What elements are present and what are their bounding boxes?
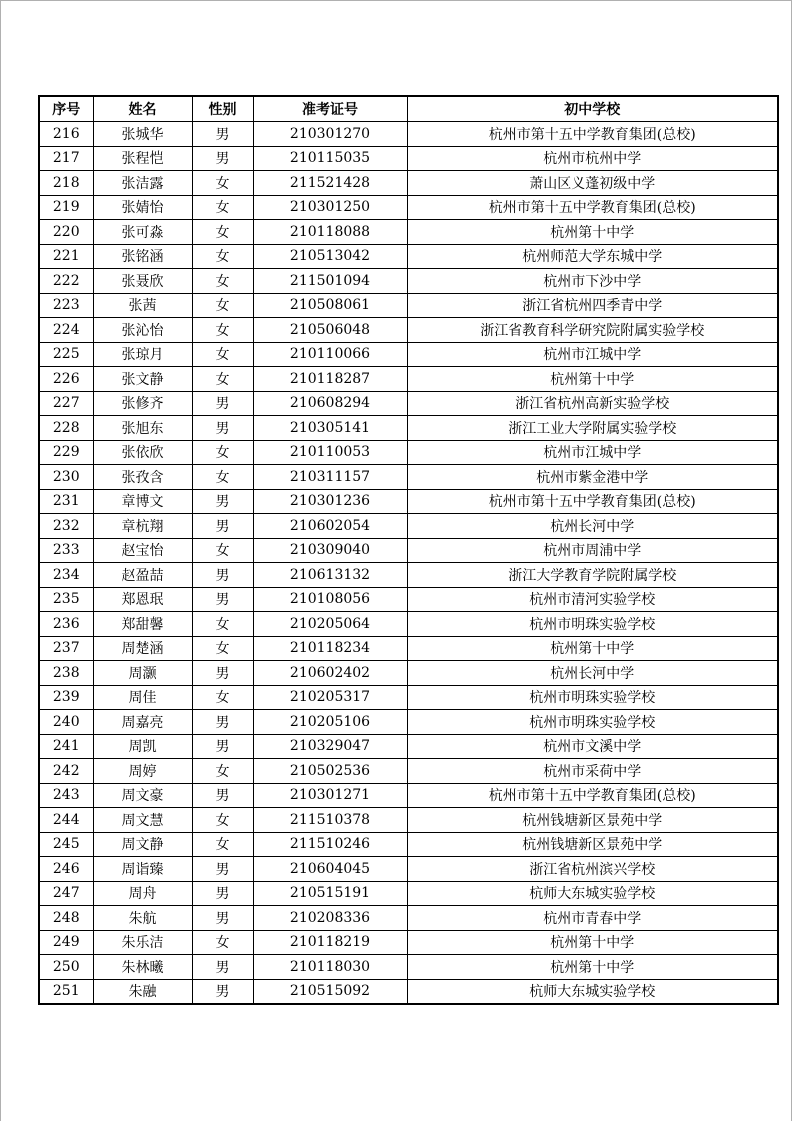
school-cell: 浙江大学教育学院附属学校 <box>407 563 778 588</box>
serial-number-cell: 234 <box>39 563 93 588</box>
exam-id-cell: 210118287 <box>253 367 407 392</box>
serial-number-cell: 241 <box>39 734 93 759</box>
gender-cell: 女 <box>192 195 253 220</box>
school-cell: 杭师大东城实验学校 <box>407 881 778 906</box>
school-cell: 杭州师范大学东城中学 <box>407 244 778 269</box>
exam-id-cell: 211510246 <box>253 832 407 857</box>
school-cell: 浙江省教育科学研究院附属实验学校 <box>407 318 778 343</box>
header-serial-number: 序号 <box>39 96 93 122</box>
name-cell: 周文静 <box>93 832 192 857</box>
table-row <box>39 906 778 931</box>
table-row <box>39 171 778 196</box>
school-cell: 杭州市下沙中学 <box>407 269 778 294</box>
student-table <box>38 95 779 1005</box>
table-row <box>39 661 778 686</box>
school-cell: 浙江工业大学附属实验学校 <box>407 416 778 441</box>
serial-number-cell: 224 <box>39 318 93 343</box>
exam-id-cell: 210604045 <box>253 857 407 882</box>
exam-id-cell: 210506048 <box>253 318 407 343</box>
serial-number-cell: 228 <box>39 416 93 441</box>
name-cell: 张聂欣 <box>93 269 192 294</box>
school-cell: 萧山区义蓬初级中学 <box>407 171 778 196</box>
serial-number-cell: 222 <box>39 269 93 294</box>
serial-number-cell: 239 <box>39 685 93 710</box>
table-row <box>39 685 778 710</box>
school-cell: 杭州市明珠实验学校 <box>407 685 778 710</box>
school-cell: 杭州长河中学 <box>407 514 778 539</box>
table-row <box>39 367 778 392</box>
serial-number-cell: 249 <box>39 930 93 955</box>
gender-cell: 女 <box>192 220 253 245</box>
school-cell: 杭州第十中学 <box>407 636 778 661</box>
serial-number-cell: 220 <box>39 220 93 245</box>
school-cell: 杭州市江城中学 <box>407 342 778 367</box>
name-cell: 张城华 <box>93 122 192 147</box>
header-row <box>39 96 778 122</box>
table-row <box>39 220 778 245</box>
table-row <box>39 269 778 294</box>
serial-number-cell: 233 <box>39 538 93 563</box>
exam-id-cell: 210208336 <box>253 906 407 931</box>
school-cell: 杭州长河中学 <box>407 661 778 686</box>
name-cell: 张修齐 <box>93 391 192 416</box>
table-row <box>39 465 778 490</box>
table-row <box>39 489 778 514</box>
gender-cell: 女 <box>192 318 253 343</box>
school-cell: 杭州第十中学 <box>407 930 778 955</box>
school-cell: 杭州市第十五中学教育集团(总校) <box>407 489 778 514</box>
exam-id-cell: 210118219 <box>253 930 407 955</box>
serial-number-cell: 240 <box>39 710 93 735</box>
name-cell: 周文慧 <box>93 808 192 833</box>
table-row <box>39 612 778 637</box>
school-cell: 浙江省杭州高新实验学校 <box>407 391 778 416</box>
exam-id-cell: 210309040 <box>253 538 407 563</box>
name-cell: 周楚涵 <box>93 636 192 661</box>
header-name: 姓名 <box>93 96 192 122</box>
gender-cell: 女 <box>192 342 253 367</box>
exam-id-cell: 210508061 <box>253 293 407 318</box>
table-row <box>39 857 778 882</box>
serial-number-cell: 236 <box>39 612 93 637</box>
name-cell: 赵盈喆 <box>93 563 192 588</box>
name-cell: 张琼月 <box>93 342 192 367</box>
serial-number-cell: 231 <box>39 489 93 514</box>
serial-number-cell: 238 <box>39 661 93 686</box>
table-row <box>39 587 778 612</box>
exam-id-cell: 210329047 <box>253 734 407 759</box>
gender-cell: 女 <box>192 808 253 833</box>
school-cell: 杭师大东城实验学校 <box>407 979 778 1004</box>
school-cell: 杭州第十中学 <box>407 220 778 245</box>
gender-cell: 女 <box>192 636 253 661</box>
exam-id-cell: 210502536 <box>253 759 407 784</box>
school-cell: 杭州第十中学 <box>407 367 778 392</box>
gender-cell: 女 <box>192 685 253 710</box>
school-cell: 杭州钱塘新区景苑中学 <box>407 832 778 857</box>
table-row <box>39 808 778 833</box>
name-cell: 张婧怡 <box>93 195 192 220</box>
serial-number-cell: 247 <box>39 881 93 906</box>
serial-number-cell: 229 <box>39 440 93 465</box>
table-row <box>39 514 778 539</box>
serial-number-cell: 237 <box>39 636 93 661</box>
school-cell: 杭州市第十五中学教育集团(总校) <box>407 195 778 220</box>
exam-id-cell: 210515092 <box>253 979 407 1004</box>
name-cell: 周嘉亮 <box>93 710 192 735</box>
gender-cell: 女 <box>192 171 253 196</box>
exam-id-cell: 210205064 <box>253 612 407 637</box>
table-row <box>39 416 778 441</box>
table-row <box>39 244 778 269</box>
gender-cell: 男 <box>192 881 253 906</box>
school-cell: 杭州市第十五中学教育集团(总校) <box>407 783 778 808</box>
name-cell: 周灏 <box>93 661 192 686</box>
name-cell: 周诣臻 <box>93 857 192 882</box>
gender-cell: 男 <box>192 587 253 612</box>
exam-id-cell: 210205317 <box>253 685 407 710</box>
school-cell: 杭州市采荷中学 <box>407 759 778 784</box>
name-cell: 周婷 <box>93 759 192 784</box>
serial-number-cell: 216 <box>39 122 93 147</box>
name-cell: 张可淼 <box>93 220 192 245</box>
exam-id-cell: 210118088 <box>253 220 407 245</box>
table-row <box>39 318 778 343</box>
gender-cell: 男 <box>192 391 253 416</box>
serial-number-cell: 246 <box>39 857 93 882</box>
serial-number-cell: 219 <box>39 195 93 220</box>
gender-cell: 男 <box>192 857 253 882</box>
table-row <box>39 955 778 980</box>
gender-cell: 男 <box>192 710 253 735</box>
gender-cell: 女 <box>192 465 253 490</box>
exam-id-cell: 210613132 <box>253 563 407 588</box>
serial-number-cell: 227 <box>39 391 93 416</box>
table-row <box>39 440 778 465</box>
exam-id-cell: 210301270 <box>253 122 407 147</box>
exam-id-cell: 210110066 <box>253 342 407 367</box>
table-row <box>39 391 778 416</box>
name-cell: 朱林曦 <box>93 955 192 980</box>
exam-id-cell: 210301250 <box>253 195 407 220</box>
gender-cell: 女 <box>192 269 253 294</box>
exam-id-cell: 211510378 <box>253 808 407 833</box>
name-cell: 张程恺 <box>93 146 192 171</box>
serial-number-cell: 230 <box>39 465 93 490</box>
name-cell: 朱融 <box>93 979 192 1004</box>
name-cell: 朱航 <box>93 906 192 931</box>
gender-cell: 男 <box>192 783 253 808</box>
exam-id-cell: 210110053 <box>253 440 407 465</box>
gender-cell: 男 <box>192 489 253 514</box>
table-row <box>39 636 778 661</box>
name-cell: 郑恩珉 <box>93 587 192 612</box>
table-row <box>39 783 778 808</box>
serial-number-cell: 251 <box>39 979 93 1004</box>
gender-cell: 男 <box>192 122 253 147</box>
name-cell: 张孜含 <box>93 465 192 490</box>
serial-number-cell: 244 <box>39 808 93 833</box>
header-gender: 性别 <box>192 96 253 122</box>
exam-id-cell: 210602054 <box>253 514 407 539</box>
school-cell: 杭州市紫金港中学 <box>407 465 778 490</box>
serial-number-cell: 218 <box>39 171 93 196</box>
name-cell: 张茜 <box>93 293 192 318</box>
exam-id-cell: 210115035 <box>253 146 407 171</box>
school-cell: 杭州市明珠实验学校 <box>407 612 778 637</box>
school-cell: 浙江省杭州滨兴学校 <box>407 857 778 882</box>
exam-id-cell: 210118234 <box>253 636 407 661</box>
gender-cell: 男 <box>192 563 253 588</box>
gender-cell: 男 <box>192 955 253 980</box>
exam-id-cell: 210515191 <box>253 881 407 906</box>
table-header <box>39 96 778 122</box>
school-cell: 浙江省杭州四季青中学 <box>407 293 778 318</box>
exam-id-cell: 211521428 <box>253 171 407 196</box>
gender-cell: 男 <box>192 734 253 759</box>
school-cell: 杭州第十中学 <box>407 955 778 980</box>
table-body <box>39 122 778 1005</box>
serial-number-cell: 235 <box>39 587 93 612</box>
school-cell: 杭州钱塘新区景苑中学 <box>407 808 778 833</box>
table-row <box>39 538 778 563</box>
exam-id-cell: 210301271 <box>253 783 407 808</box>
serial-number-cell: 226 <box>39 367 93 392</box>
gender-cell: 女 <box>192 244 253 269</box>
table-row <box>39 710 778 735</box>
serial-number-cell: 243 <box>39 783 93 808</box>
exam-id-cell: 210118030 <box>253 955 407 980</box>
name-cell: 张依欣 <box>93 440 192 465</box>
exam-id-cell: 210602402 <box>253 661 407 686</box>
serial-number-cell: 221 <box>39 244 93 269</box>
exam-id-cell: 210301236 <box>253 489 407 514</box>
exam-id-cell: 210305141 <box>253 416 407 441</box>
serial-number-cell: 250 <box>39 955 93 980</box>
exam-id-cell: 211501094 <box>253 269 407 294</box>
header-exam-id: 准考证号 <box>253 96 407 122</box>
name-cell: 赵宝怡 <box>93 538 192 563</box>
name-cell: 章杭翔 <box>93 514 192 539</box>
gender-cell: 男 <box>192 661 253 686</box>
table-row <box>39 146 778 171</box>
name-cell: 朱乐洁 <box>93 930 192 955</box>
gender-cell: 男 <box>192 416 253 441</box>
gender-cell: 女 <box>192 440 253 465</box>
gender-cell: 男 <box>192 979 253 1004</box>
table-row <box>39 832 778 857</box>
name-cell: 章博文 <box>93 489 192 514</box>
gender-cell: 男 <box>192 146 253 171</box>
exam-id-cell: 210608294 <box>253 391 407 416</box>
name-cell: 张沁怡 <box>93 318 192 343</box>
name-cell: 周佳 <box>93 685 192 710</box>
table-row <box>39 930 778 955</box>
table-row <box>39 734 778 759</box>
school-cell: 杭州市周浦中学 <box>407 538 778 563</box>
name-cell: 张文静 <box>93 367 192 392</box>
header-middle-school: 初中学校 <box>407 96 778 122</box>
exam-id-cell: 210205106 <box>253 710 407 735</box>
serial-number-cell: 248 <box>39 906 93 931</box>
gender-cell: 女 <box>192 930 253 955</box>
gender-cell: 女 <box>192 293 253 318</box>
serial-number-cell: 245 <box>39 832 93 857</box>
serial-number-cell: 225 <box>39 342 93 367</box>
table-row <box>39 122 778 147</box>
table-row <box>39 195 778 220</box>
table-row <box>39 881 778 906</box>
serial-number-cell: 223 <box>39 293 93 318</box>
exam-id-cell: 210311157 <box>253 465 407 490</box>
table-row <box>39 759 778 784</box>
name-cell: 周舟 <box>93 881 192 906</box>
gender-cell: 女 <box>192 612 253 637</box>
name-cell: 张旭东 <box>93 416 192 441</box>
name-cell: 周文豪 <box>93 783 192 808</box>
school-cell: 杭州市文溪中学 <box>407 734 778 759</box>
school-cell: 杭州市清河实验学校 <box>407 587 778 612</box>
table-row <box>39 293 778 318</box>
name-cell: 周凯 <box>93 734 192 759</box>
table-row <box>39 563 778 588</box>
serial-number-cell: 232 <box>39 514 93 539</box>
gender-cell: 男 <box>192 906 253 931</box>
school-cell: 杭州市江城中学 <box>407 440 778 465</box>
school-cell: 杭州市第十五中学教育集团(总校) <box>407 122 778 147</box>
school-cell: 杭州市杭州中学 <box>407 146 778 171</box>
gender-cell: 女 <box>192 759 253 784</box>
gender-cell: 女 <box>192 367 253 392</box>
serial-number-cell: 217 <box>39 146 93 171</box>
exam-id-cell: 210513042 <box>253 244 407 269</box>
exam-id-cell: 210108056 <box>253 587 407 612</box>
name-cell: 郑甜馨 <box>93 612 192 637</box>
table-row <box>39 342 778 367</box>
table-row <box>39 979 778 1004</box>
gender-cell: 男 <box>192 514 253 539</box>
gender-cell: 女 <box>192 832 253 857</box>
school-cell: 杭州市明珠实验学校 <box>407 710 778 735</box>
school-cell: 杭州市青春中学 <box>407 906 778 931</box>
serial-number-cell: 242 <box>39 759 93 784</box>
name-cell: 张洁露 <box>93 171 192 196</box>
gender-cell: 女 <box>192 538 253 563</box>
name-cell: 张铭涵 <box>93 244 192 269</box>
